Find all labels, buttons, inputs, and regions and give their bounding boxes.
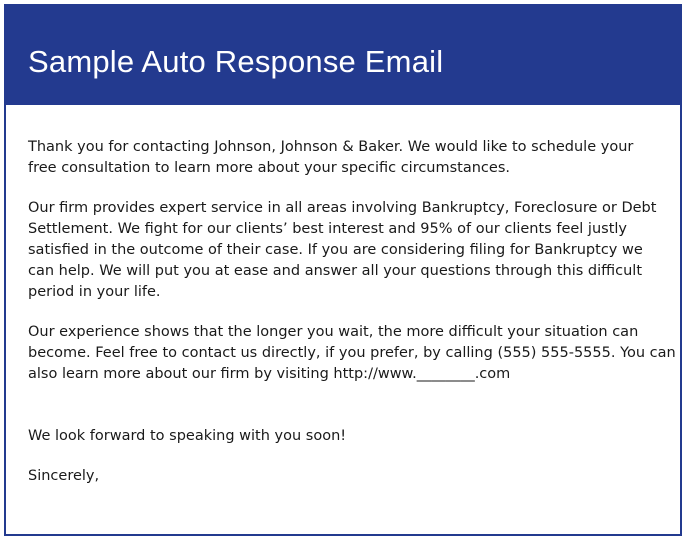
paragraph-2-line-3: satisfied in the outcome of their case. If you are considering filing for Bankruptcy we [28, 242, 643, 258]
paragraph-spacer [28, 303, 668, 322]
paragraph-2-line-2: Settlement. We fight for our clients’ best interest and 95% of our clients feel justly [28, 221, 627, 237]
paragraph-2-line-4: can help. We will put you at ease and answer all your questions through this difficult [28, 263, 643, 279]
paragraph-3-line-2: become. Feel free to contact us directly, if you prefer, by calling (555) 555-5555. You can [28, 345, 676, 361]
paragraph-2-line-1: Our firm provides expert service in all areas involving Bankruptcy, Foreclosure or Debt [28, 200, 657, 216]
paragraph-1-line-2: free consultation to learn more about your specific circumstances. [28, 160, 510, 176]
email-title: Sample Auto Response Email [28, 44, 444, 79]
paragraph-spacer [28, 385, 668, 426]
paragraph-spacer [28, 179, 668, 198]
paragraph-spacer [28, 447, 668, 466]
email-document-frame [4, 4, 682, 536]
closing-line: We look forward to speaking with you soon! [28, 428, 347, 444]
paragraph-1-line-1: Thank you for contacting Johnson, Johnson & Baker. We would like to schedule your [28, 139, 634, 155]
paragraph-3-line-3: also learn more about our firm by visiting http://www.________.com [28, 366, 511, 382]
email-header-banner [6, 6, 680, 105]
paragraph-3-line-1: Our experience shows that the longer you wait, the more difficult your situation can [28, 324, 639, 340]
paragraph-2-line-5: period in your life. [28, 284, 161, 300]
email-body [28, 137, 676, 487]
signoff: Sincerely, [28, 468, 100, 484]
